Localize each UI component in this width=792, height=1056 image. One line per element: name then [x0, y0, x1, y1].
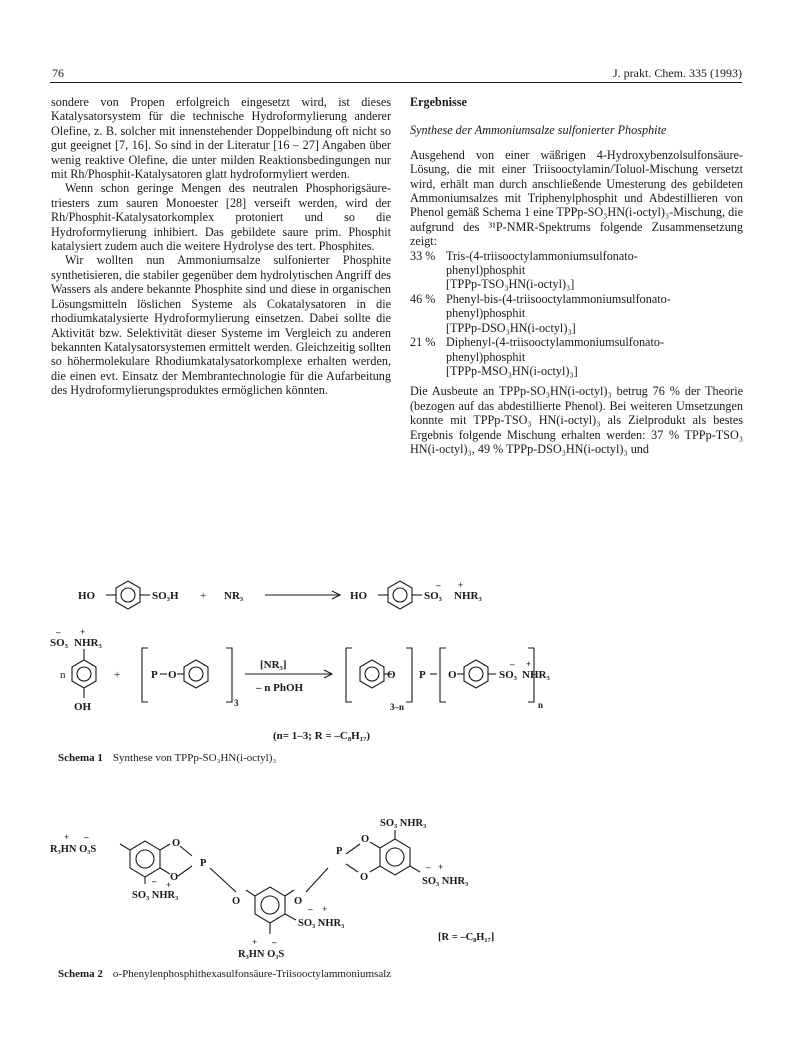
- r-definition: [R = –C₈H₁₇]: [438, 932, 495, 943]
- paragraph: Ausgehend von einer wäßrigen 4-Hydroxybenzolsulfonsäure-Lösung, die mit einer Triisooctylamin/Toluol-Mischung versetzt wird, erhält man durch anschließende Umesterung des gebildeten Ammoniumsalzes mit Triphenylphosphit und Abdestillieren von Phenol gemäß Schema 1 eine TPPp-SO₃HN(i-octyl)₃-Mischung, die aufgrund des ³¹P-NMR-Spektrums folgende Zusammensetzung zeigt:: [410, 147, 743, 249]
- minus-charge: –: [56, 627, 61, 637]
- nhr3-label: NHR₃: [454, 590, 482, 602]
- subscript-3: 3: [234, 698, 239, 708]
- compound-name-cont: phenyl)phosphit: [446, 263, 526, 278]
- subscript-n: n: [538, 700, 544, 710]
- byproduct-label: – n PhOH: [256, 682, 304, 694]
- oh-label: OH: [74, 701, 92, 713]
- compound-abbrev: [TPPp-DSO₃HN(i-octyl)₃]: [446, 320, 576, 335]
- caption-text: Synthese von TPPp-SO₃HN(i-octyl)₃: [112, 752, 277, 764]
- n-label: n: [60, 669, 66, 681]
- compound-name: Diphenyl-(4-triisooctylammoniumsulfonato-: [446, 335, 664, 350]
- plus-sign: +: [114, 669, 121, 681]
- page-number: 76: [52, 66, 64, 80]
- so3-nhr3-label: SO₃ NHR₃: [380, 818, 427, 829]
- p-label: P: [419, 669, 426, 681]
- plus-charge: +: [526, 659, 532, 669]
- plus-charge: +: [166, 880, 172, 890]
- nhr3-label: NHR₃: [522, 669, 550, 681]
- p-label: P: [336, 846, 343, 857]
- minus-charge: –: [510, 659, 515, 669]
- plus-charge: +: [64, 832, 70, 842]
- so3-label: SO₃: [499, 669, 517, 681]
- o-label: O: [172, 838, 181, 849]
- minus-charge: –: [152, 876, 157, 886]
- minus-charge: –: [84, 832, 89, 842]
- compound-name-cont: phenyl)phosphit: [446, 306, 526, 321]
- percentage: 46 %: [410, 291, 436, 306]
- compound-name-cont: phenyl)phosphit: [446, 349, 526, 364]
- ho-label: HO: [78, 590, 96, 602]
- paragraph: sondere von Propen erfolgreich eingesetzt wird, ist dieses Katalysatorsystem für die technische Hydroformylierung anderer Olefine, z. B. solcher mit innenstehender Doppelbindung oft nicht so gut geeignet [7, 16]. So sind in der Literatur [16 – 27] Angaben über wenig reaktive Olefine, die unter milden Reaktionsbedingungen nur mit Rh/Phosphit-Katalysatoren glatt hydroformyliert werden.: [51, 95, 391, 182]
- o-label: O: [170, 872, 179, 883]
- reagent-label: [NR₃]: [260, 659, 287, 671]
- scheme-2-caption: [58, 968, 391, 980]
- minus-charge: –: [272, 937, 277, 947]
- paragraph: Wenn schon geringe Mengen des neutralen Phosphorigsäure-triesters zum sauren Monoester [28] verseift werden, wird der Rh/Phosphit-Katalysatorkomplex protoniert und so die Hydroformylierung inhibiert. Das gebildete saure prim. Phosphit katalysiert zudem auch die weitere Hydrolyse des tert. Phosphites.: [51, 181, 391, 254]
- p-label: P: [151, 669, 158, 681]
- so3-nhr3-label: SO₃ NHR₃: [422, 876, 469, 887]
- compound-abbrev: [TPPp-TSO₃HN(i-octyl)₃]: [446, 277, 575, 292]
- list-item: [410, 292, 743, 335]
- plus-charge: +: [252, 937, 258, 947]
- caption-label: Schema 2: [58, 968, 103, 980]
- nhr3-label: NHR₃: [74, 637, 102, 649]
- minus-charge: –: [426, 862, 431, 872]
- caption-label: Schema 1: [58, 752, 103, 764]
- journal-citation: J. prakt. Chem. 335 (1993): [613, 66, 742, 80]
- scheme-1-diagram: [50, 580, 742, 750]
- running-header: [50, 66, 742, 83]
- ho-label: HO: [350, 590, 368, 602]
- subscript-3-n: 3–n: [390, 702, 405, 712]
- plus-charge: +: [438, 862, 444, 872]
- o-label: O: [360, 872, 369, 883]
- so3-nhr3-label: SO₃ NHR₃: [298, 918, 345, 929]
- plus-charge: +: [80, 627, 86, 637]
- r3hn-o3s-label: R₃HN O₃S: [238, 949, 285, 960]
- plus-charge: +: [458, 580, 464, 590]
- compound-abbrev: [TPPp-MSO₃HN(i-octyl)₃]: [446, 363, 578, 378]
- so3-label: SO₃: [424, 590, 442, 602]
- o-label: O: [294, 896, 303, 907]
- o-label: O: [232, 896, 241, 907]
- o-label: O: [168, 669, 177, 681]
- o-label: O: [448, 669, 457, 681]
- condition-label: (n= 1–3; R = –C₈H₁₇): [273, 730, 370, 742]
- minus-charge: –: [436, 580, 441, 590]
- o-label: O: [387, 669, 396, 681]
- caption-text: o-Phenylenphosphithexasulfonsäure-Triisooctylammoniumsalz: [112, 968, 392, 980]
- paragraph: Wir wollten nun Ammoniumsalze sulfonierter Phosphite synthetisieren, die stabiler gegenüber dem hydrolytischen Angriff des Wassers als andere bekannte Phosphite sind und diese in organischen Lösungsmitteln löslichen Systeme als Cokatalysatoren in die rhodiumkatalysierte Hydroformylierung einsetzen. Dabei sollte die Aktivität bzw. Selektivität dieser Systeme im Vergleich zu anderen bekannten Katalysatorsystemen ermittelt werden. Gleichzeitig sollten so höhermolekulare Rhodiumkatalysatorkomplexe erhalten werden, die einen evt. Einsatz der Membrantechnologie für die Aufarbeitung des Hydroformylierungsproduktes ermöglichen könnten.: [51, 253, 391, 398]
- compound-name: Tris-(4-triisooctylammoniumsulfonato-: [446, 248, 638, 263]
- plus-charge: +: [322, 904, 328, 914]
- o-label: O: [361, 834, 370, 845]
- list-item: [410, 249, 743, 292]
- percentage: 21 %: [410, 335, 436, 350]
- list-item: [410, 335, 743, 378]
- so3-nhr3-label: SO₃ NHR₃: [132, 890, 179, 901]
- paragraph: Die Ausbeute an TPPp-SO₃HN(i-octyl)₃ betrug 76 % der Theorie (bezogen auf das abdestillierte Phenol). Bei weiteren Umsetzungen konnte mit TPPp-TSO₃ HN(i-octyl)₃ als Zielprodukt als bestes Ergebnis folgende Mischung erhalten werden: 37 % TPPp-TSO₃ HN(i-octyl)₃, 49 % TPPp-DSO₃HN(i-octyl)₃ und: [410, 384, 743, 456]
- section-heading: Ergebnisse: [410, 95, 467, 109]
- p-label: P: [200, 858, 207, 869]
- so3h-label: SO₃H: [152, 590, 179, 602]
- subsection-heading: Synthese der Ammoniumsalze sulfonierter Phosphite: [410, 123, 667, 138]
- scheme-2-diagram: [50, 808, 742, 968]
- compound-name: Phenyl-bis-(4-triisooctylammoniumsulfonato-: [446, 291, 671, 306]
- r3hn-o3s-label: R₃HN O₃S: [50, 844, 97, 855]
- right-column: [410, 95, 743, 456]
- nr3-label: NR₃: [224, 590, 244, 602]
- scheme-1-caption: [58, 752, 276, 764]
- so3-label: SO₃: [50, 637, 68, 649]
- left-column: [51, 95, 391, 398]
- percentage: 33 %: [410, 248, 436, 263]
- minus-charge: –: [308, 904, 313, 914]
- plus-sign: +: [200, 590, 207, 602]
